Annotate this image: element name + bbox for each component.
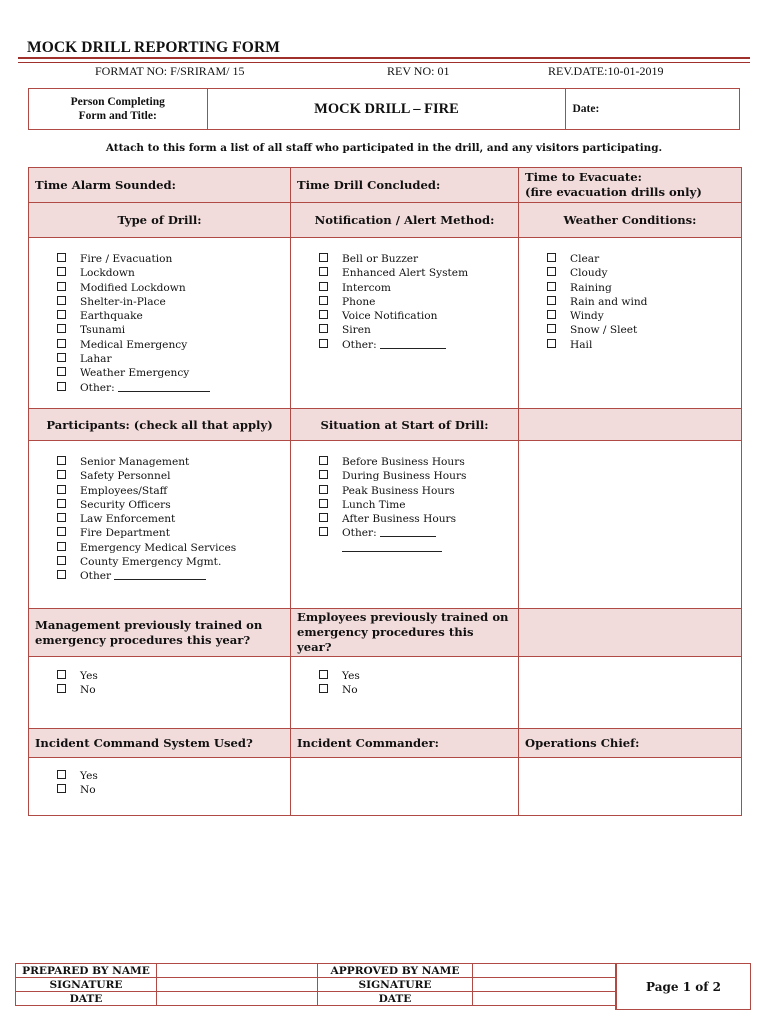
checkbox-icon[interactable] <box>57 310 66 319</box>
checkbox-icon[interactable] <box>319 684 328 693</box>
ics-used-heading: Incident Command System Used? <box>29 729 291 758</box>
drill-title: MOCK DRILL – FIRE <box>208 89 567 129</box>
checkbox-item[interactable]: Security Officers <box>57 498 284 512</box>
checkbox-icon[interactable] <box>319 670 328 679</box>
checkbox-item[interactable]: Yes <box>57 669 284 683</box>
checkbox-item[interactable]: After Business Hours <box>319 512 512 526</box>
checkbox-item[interactable]: Siren <box>319 323 512 337</box>
checkbox-item[interactable]: Cloudy <box>547 266 735 280</box>
checkbox-item[interactable]: Phone <box>319 295 512 309</box>
checkbox-item[interactable]: Emergency Medical Services <box>57 541 284 555</box>
checkbox-item[interactable]: Rain and wind <box>547 295 735 309</box>
other-fill-line[interactable] <box>380 527 436 537</box>
situation-heading: Situation at Start of Drill: <box>291 409 519 441</box>
checkbox-icon[interactable] <box>547 310 556 319</box>
checkbox-item[interactable]: Hail <box>547 338 735 352</box>
checkbox-item[interactable]: No <box>57 783 284 797</box>
checkbox-item[interactable]: Snow / Sleet <box>547 323 735 337</box>
checkbox-item[interactable]: Lunch Time <box>319 498 512 512</box>
checkbox-icon[interactable] <box>319 456 328 465</box>
checkbox-item[interactable]: Peak Business Hours <box>319 484 512 498</box>
incident-commander-field[interactable] <box>291 758 519 816</box>
checkbox-icon[interactable] <box>319 527 328 536</box>
checkbox-icon[interactable] <box>319 470 328 479</box>
checkbox-icon[interactable] <box>57 784 66 793</box>
checkbox-icon[interactable] <box>319 485 328 494</box>
operations-chief-heading: Operations Chief: <box>519 729 742 758</box>
operations-chief-field[interactable] <box>519 758 742 816</box>
checkbox-item[interactable]: Yes <box>319 669 512 683</box>
checkbox-item[interactable]: Employees/Staff <box>57 484 284 498</box>
prepared-date-field[interactable] <box>157 992 318 1006</box>
empty-cell <box>519 441 742 609</box>
approved-date-field[interactable] <box>473 992 617 1006</box>
other-fill-line-2[interactable] <box>342 542 442 552</box>
form-title: MOCK DRILL REPORTING FORM <box>27 39 280 56</box>
checkbox-item[interactable]: Raining <box>547 281 735 295</box>
checkbox-icon[interactable] <box>319 310 328 319</box>
checkbox-item[interactable]: Other: <box>319 338 512 352</box>
checkbox-item[interactable]: Shelter-in-Place <box>57 295 284 309</box>
format-number: FORMAT NO: F/SRIRAM/ 15 <box>95 64 245 78</box>
checkbox-icon[interactable] <box>57 570 66 579</box>
time-drill-concluded-label[interactable]: Time Drill Concluded: <box>291 168 519 203</box>
checkbox-item[interactable]: Lockdown <box>57 266 284 280</box>
checkbox-icon[interactable] <box>57 282 66 291</box>
checkbox-icon[interactable] <box>319 513 328 522</box>
checkbox-icon[interactable] <box>57 670 66 679</box>
checkbox-icon[interactable] <box>57 456 66 465</box>
checkbox-item[interactable]: Modified Lockdown <box>57 281 284 295</box>
checkbox-item[interactable]: Before Business Hours <box>319 455 512 469</box>
checkbox-icon[interactable] <box>57 556 66 565</box>
checkbox-icon[interactable] <box>319 339 328 348</box>
checkbox-item[interactable]: Fire / Evacuation <box>57 252 284 266</box>
checkbox-icon[interactable] <box>57 513 66 522</box>
management-trained-cell <box>29 657 291 729</box>
approved-by-label: APPROVED BY NAME <box>318 964 473 978</box>
empty-cell <box>519 657 742 729</box>
checkbox-item[interactable]: Law Enforcement <box>57 512 284 526</box>
checkbox-icon[interactable] <box>57 527 66 536</box>
checkbox-icon[interactable] <box>319 499 328 508</box>
checkbox-icon[interactable] <box>57 324 66 333</box>
person-label-line1: Person Completing <box>70 96 165 108</box>
other-fill-line[interactable] <box>114 570 206 580</box>
checkbox-item[interactable]: Medical Emergency <box>57 338 284 352</box>
empty-heading-cell <box>519 609 742 657</box>
checkbox-icon[interactable] <box>57 296 66 305</box>
checkbox-item[interactable]: Other: <box>319 526 512 540</box>
time-to-evacuate-label[interactable] <box>519 168 742 203</box>
approved-date-label: DATE <box>318 992 473 1006</box>
drill-type-list <box>35 238 284 395</box>
checkbox-icon[interactable] <box>57 485 66 494</box>
checkbox-item[interactable]: County Emergency Mgmt. <box>57 555 284 569</box>
prepared-date-label: DATE <box>16 992 157 1006</box>
checkbox-item[interactable]: No <box>319 683 512 697</box>
incident-commander-heading: Incident Commander: <box>291 729 519 758</box>
employees-trained-heading: Employees previously trained on emergency procedures this year? <box>291 609 519 657</box>
time-alarm-sounded-label[interactable]: Time Alarm Sounded: <box>29 168 291 203</box>
type-of-drill-heading: Type of Drill: <box>29 203 291 238</box>
revision-number: REV NO: 01 <box>387 64 450 78</box>
weather-cell <box>519 238 742 409</box>
checkbox-icon[interactable] <box>57 339 66 348</box>
employees-yes-no <box>297 657 512 698</box>
drill-type-cell <box>29 238 291 409</box>
approved-by-field[interactable] <box>473 964 617 978</box>
checkbox-icon[interactable] <box>547 324 556 333</box>
employees-trained-cell <box>291 657 519 729</box>
weather-list <box>525 238 735 352</box>
prepared-by-field[interactable] <box>157 964 318 978</box>
checkbox-icon[interactable] <box>57 253 66 262</box>
title-rule-thin <box>18 62 750 63</box>
approval-footer <box>15 963 617 1006</box>
time-to-evacuate-line1: Time to Evacuate: <box>525 170 642 184</box>
checkbox-item[interactable]: Other <box>57 569 284 583</box>
checkbox-icon[interactable] <box>57 499 66 508</box>
revision-date: REV.DATE:10-01-2019 <box>548 64 664 78</box>
checkbox-item[interactable]: Lahar <box>57 352 284 366</box>
checkbox-item[interactable]: Weather Emergency <box>57 366 284 380</box>
notification-method-heading: Notification / Alert Method: <box>291 203 519 238</box>
other-fill-line[interactable] <box>380 339 446 349</box>
checkbox-icon[interactable] <box>57 267 66 276</box>
situation-list <box>297 441 512 555</box>
checkbox-item[interactable]: Windy <box>547 309 735 323</box>
checkbox-icon[interactable] <box>57 367 66 376</box>
participants-cell <box>29 441 291 609</box>
prepared-by-label: PREPARED BY NAME <box>16 964 157 978</box>
person-completing-label <box>29 89 208 129</box>
participants-heading: Participants: (check all that apply) <box>29 409 291 441</box>
checkbox-item[interactable]: Fire Department <box>57 526 284 540</box>
ics-yes-no <box>35 758 284 798</box>
checkbox-icon[interactable] <box>57 382 66 391</box>
ics-used-cell <box>29 758 291 816</box>
participants-list <box>35 441 284 584</box>
title-rule-thick <box>18 57 750 59</box>
prepared-signature-label: SIGNATURE <box>16 978 157 992</box>
checkbox-icon[interactable] <box>57 684 66 693</box>
checkbox-item[interactable]: Earthquake <box>57 309 284 323</box>
checkbox-item[interactable]: Intercom <box>319 281 512 295</box>
checkbox-icon[interactable] <box>319 324 328 333</box>
checkbox-icon[interactable] <box>547 339 556 348</box>
checkbox-item[interactable]: Other: <box>57 381 284 395</box>
checkbox-icon[interactable] <box>57 353 66 362</box>
approved-signature-field[interactable] <box>473 978 617 992</box>
situation-cell <box>291 441 519 609</box>
checkbox-icon[interactable] <box>547 253 556 262</box>
time-to-evacuate-line2: (fire evacuation drills only) <box>525 185 702 199</box>
page-number: Page 1 of 2 <box>615 963 751 1010</box>
checkbox-icon[interactable] <box>319 267 328 276</box>
date-label[interactable]: Date: <box>572 103 600 115</box>
checkbox-icon[interactable] <box>57 770 66 779</box>
checkbox-item[interactable]: Senior Management <box>57 455 284 469</box>
checkbox-item[interactable]: Clear <box>547 252 735 266</box>
checkbox-item[interactable]: Safety Personnel <box>57 469 284 483</box>
checkbox-item[interactable]: Voice Notification <box>319 309 512 323</box>
prepared-signature-field[interactable] <box>157 978 318 992</box>
approved-signature-label: SIGNATURE <box>318 978 473 992</box>
alert-method-cell <box>291 238 519 409</box>
management-trained-heading: Management previously trained on emergency procedures this year? <box>29 609 291 657</box>
attach-note: Attach to this form a list of all staff who participated in the drill, and any visitors participating. <box>105 142 663 154</box>
person-label-line2: Form and Title: <box>78 110 157 122</box>
empty-heading-cell <box>519 409 742 441</box>
checkbox-icon[interactable] <box>547 267 556 276</box>
checkbox-icon[interactable] <box>57 470 66 479</box>
other-extra-line[interactable] <box>319 541 512 555</box>
checkbox-item[interactable]: During Business Hours <box>319 469 512 483</box>
alert-method-list <box>297 238 512 352</box>
checkbox-icon[interactable] <box>547 282 556 291</box>
weather-conditions-heading: Weather Conditions: <box>519 203 742 238</box>
checkbox-item[interactable]: Yes <box>57 769 284 783</box>
other-fill-line[interactable] <box>118 382 210 392</box>
checkbox-icon[interactable] <box>319 253 328 262</box>
checkbox-icon[interactable] <box>319 282 328 291</box>
checkbox-item[interactable]: Bell or Buzzer <box>319 252 512 266</box>
header-box <box>28 88 740 130</box>
management-yes-no <box>35 657 284 698</box>
drill-report-table <box>28 167 742 816</box>
checkbox-icon[interactable] <box>57 542 66 551</box>
checkbox-icon[interactable] <box>319 296 328 305</box>
checkbox-icon[interactable] <box>547 296 556 305</box>
checkbox-item[interactable]: Tsunami <box>57 323 284 337</box>
checkbox-item[interactable]: No <box>57 683 284 697</box>
checkbox-item[interactable]: Enhanced Alert System <box>319 266 512 280</box>
